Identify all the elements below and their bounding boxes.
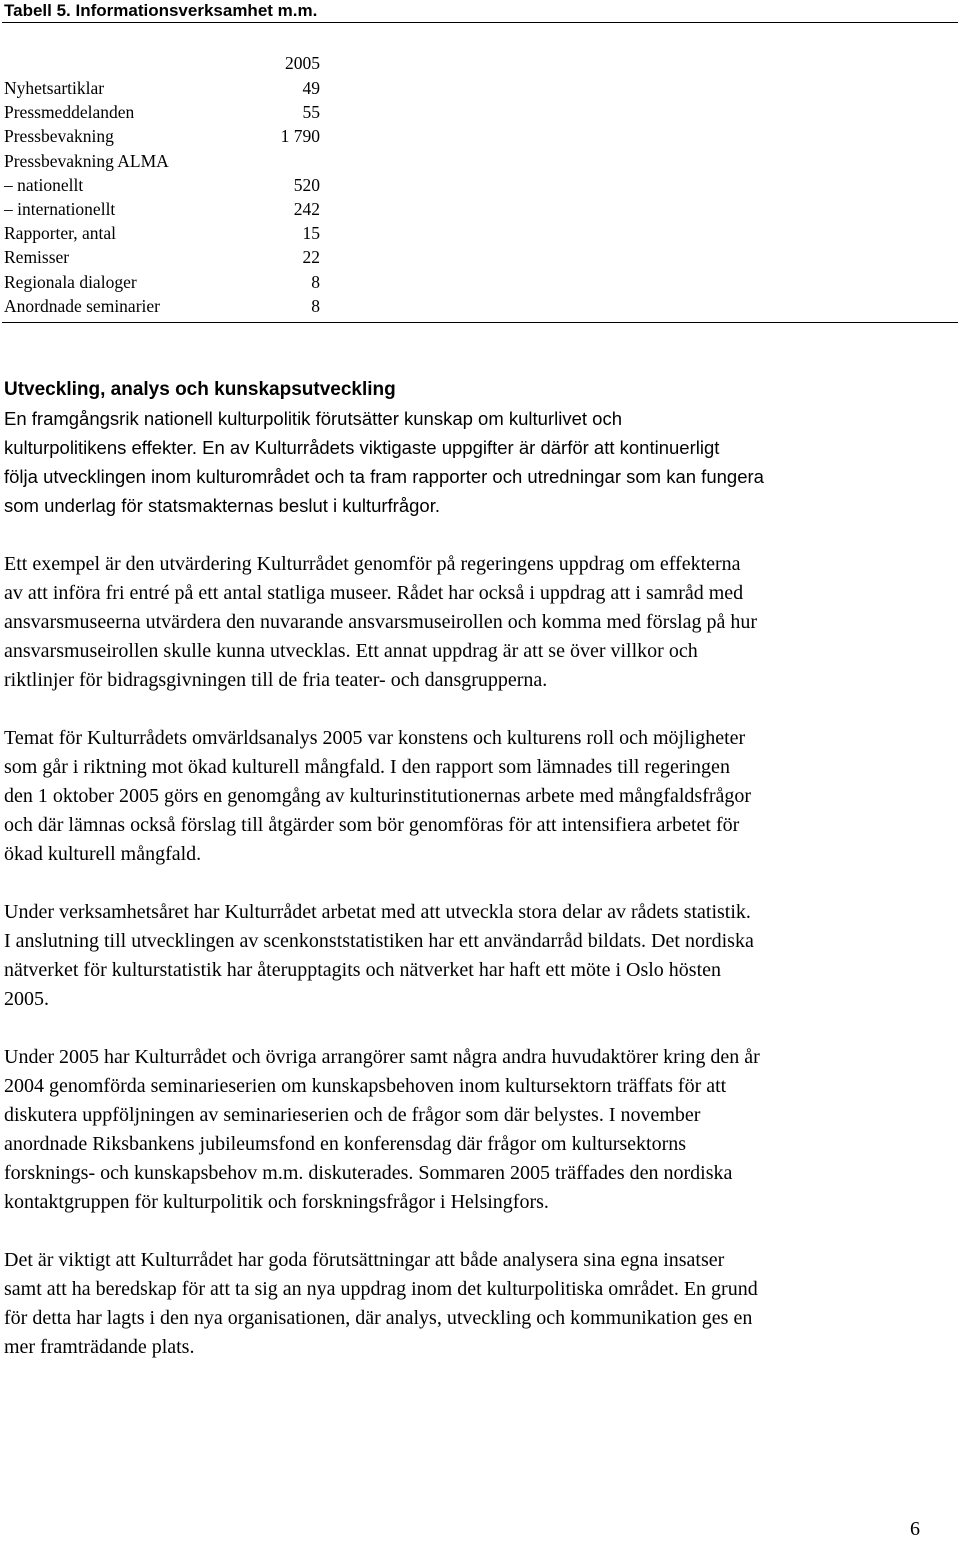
paragraph-line: som går i riktning mot ökad kulturell mångfald. I den rapport som lämnades till regeringen <box>4 756 730 778</box>
paragraph-line: Temat för Kulturrådets omvärldsanalys 2005 var konstens och kulturens roll och möjligheter <box>4 727 746 749</box>
paragraph-line: samt att ha beredskap för att ta sig an nya uppdrag inom det kulturpolitiska området. En grund <box>4 1278 758 1300</box>
row-value: 8 <box>311 271 320 292</box>
row-value: 242 <box>293 199 320 219</box>
row-label: Pressbevakning ALMA <box>4 150 169 171</box>
table-row <box>4 294 320 318</box>
row-label: – internationellt <box>4 199 116 219</box>
paragraph-conclusion <box>4 1246 954 1362</box>
paragraph-line: Ett exempel är den utvärdering Kulturrådet genomför på regeringens uppdrag om effekterna <box>4 553 741 575</box>
row-value: 15 <box>302 223 320 244</box>
row-value: 520 <box>293 174 320 195</box>
table-row <box>4 76 320 100</box>
paragraph-statistics <box>4 898 954 1014</box>
paragraph-line: forsknings- och kunskapsbehov m.m. diskuterades. Sommaren 2005 träffades den nordiska <box>4 1162 733 1184</box>
row-label: Pressbevakning <box>4 126 114 147</box>
table-caption: Tabell 5. Informationsverksamhet m.m. <box>4 1 318 20</box>
table-row <box>4 221 320 245</box>
paragraph-line: för detta har lagts i den nya organisationen, där analys, utveckling och kommunikation ges en <box>4 1307 753 1329</box>
paragraph-seminars <box>4 1043 954 1217</box>
paragraph-line: Under verksamhetsåret har Kulturrådet arbetat med att utveckla stora delar av rådets statistik. <box>4 901 751 923</box>
paragraph-line: och där lämnas också förslag till åtgärder som bör genomföras för att intensifiera arbetet för <box>4 814 740 836</box>
paragraph-line: den 1 oktober 2005 görs en genomgång av kulturinstitutionernas arbete med mångfaldsfrågor <box>4 785 752 807</box>
table-row <box>4 100 320 124</box>
row-label: Anordnade seminarier <box>4 295 160 316</box>
paragraph-line: kontaktgruppen för kulturpolitik och forskningsfrågor i Helsingfors. <box>4 1191 549 1213</box>
row-label: Nyhetsartiklar <box>4 78 105 98</box>
table-row <box>4 173 320 197</box>
paragraph-line: I anslutning till utvecklingen av scenkonststatistiken har ett användarråd bildats. Det nordiska <box>4 930 754 952</box>
row-value: 8 <box>311 295 320 316</box>
row-label: Remisser <box>4 247 70 268</box>
paragraph-line: kulturpolitikens effekter. En av Kulturrådets viktigaste uppgifter är därför att kontinuerligt <box>4 437 720 458</box>
table-row <box>4 124 320 148</box>
paragraph-line: Under 2005 har Kulturrådet och övriga arrangörer samt några andra huvudaktörer kring den år <box>4 1046 760 1068</box>
paragraph-line: av att införa fri entré på ett antal statliga museer. Rådet har också i uppdrag att i samråd med <box>4 582 744 604</box>
paragraph-line: ansvarsmuseirollen skulle kunna utvecklas. Ett annat uppdrag är att se över villkor och <box>4 640 698 662</box>
row-label: – nationellt <box>4 174 84 195</box>
row-label: Rapporter, antal <box>4 223 117 244</box>
paragraph-line: mer framträdande plats. <box>4 1336 195 1358</box>
paragraph-line: 2004 genomförda seminarieserien om kunskapsbehoven inom kultursektorn träffats för att <box>4 1075 727 1097</box>
row-value: 49 <box>302 78 320 98</box>
row-label: Pressmeddelanden <box>4 102 135 123</box>
table-row <box>4 149 320 173</box>
paragraph-line: Det är viktigt att Kulturrådet har goda förutsättningar att både analysera sina egna insatser <box>4 1249 725 1271</box>
section-heading: Utveckling, analys och kunskapsutveckling <box>4 379 396 400</box>
table-year-header: 2005 <box>285 53 320 73</box>
row-label: Regionala dialoger <box>4 271 137 292</box>
paragraph-environment-analysis <box>4 724 954 869</box>
table-bottom-rule <box>2 322 958 323</box>
table-row <box>4 270 320 294</box>
paragraph-intro <box>4 404 954 520</box>
row-value: 22 <box>302 247 320 268</box>
paragraph-line: ökad kulturell mångfald. <box>4 843 202 865</box>
paragraph-line: som underlag för statsmakternas beslut i kulturfrågor. <box>4 495 440 516</box>
paragraph-line: ansvarsmuseerna utvärdera den nuvarande ansvarsmuseirollen och komma med förslag på hur <box>4 611 758 633</box>
paragraph-line: diskutera uppföljningen av seminarieserien och de frågor som där belystes. I november <box>4 1104 701 1126</box>
paragraph-line: riktlinjer för bidragsgivningen till de fria teater- och dansgrupperna. <box>4 669 548 691</box>
paragraph-evaluation <box>4 550 954 695</box>
page-number: 6 <box>910 1518 920 1540</box>
table-row <box>4 245 320 269</box>
paragraph-line: följa utvecklingen inom kulturområdet och ta fram rapporter och utredningar som kan fungera <box>4 466 764 487</box>
table-top-rule <box>2 22 958 23</box>
paragraph-line: 2005. <box>4 988 49 1010</box>
row-value: 1 790 <box>280 126 320 147</box>
row-value: 55 <box>302 102 320 123</box>
table-row <box>4 197 320 221</box>
paragraph-line: En framgångsrik nationell kulturpolitik förutsätter kunskap om kulturlivet och <box>4 408 622 429</box>
paragraph-line: nätverket för kulturstatistik har återupptagits och nätverket har haft ett möte i Oslo hösten <box>4 959 722 981</box>
paragraph-line: anordnade Riksbankens jubileumsfond en konferensdag där frågor om kultursektorns <box>4 1133 687 1155</box>
